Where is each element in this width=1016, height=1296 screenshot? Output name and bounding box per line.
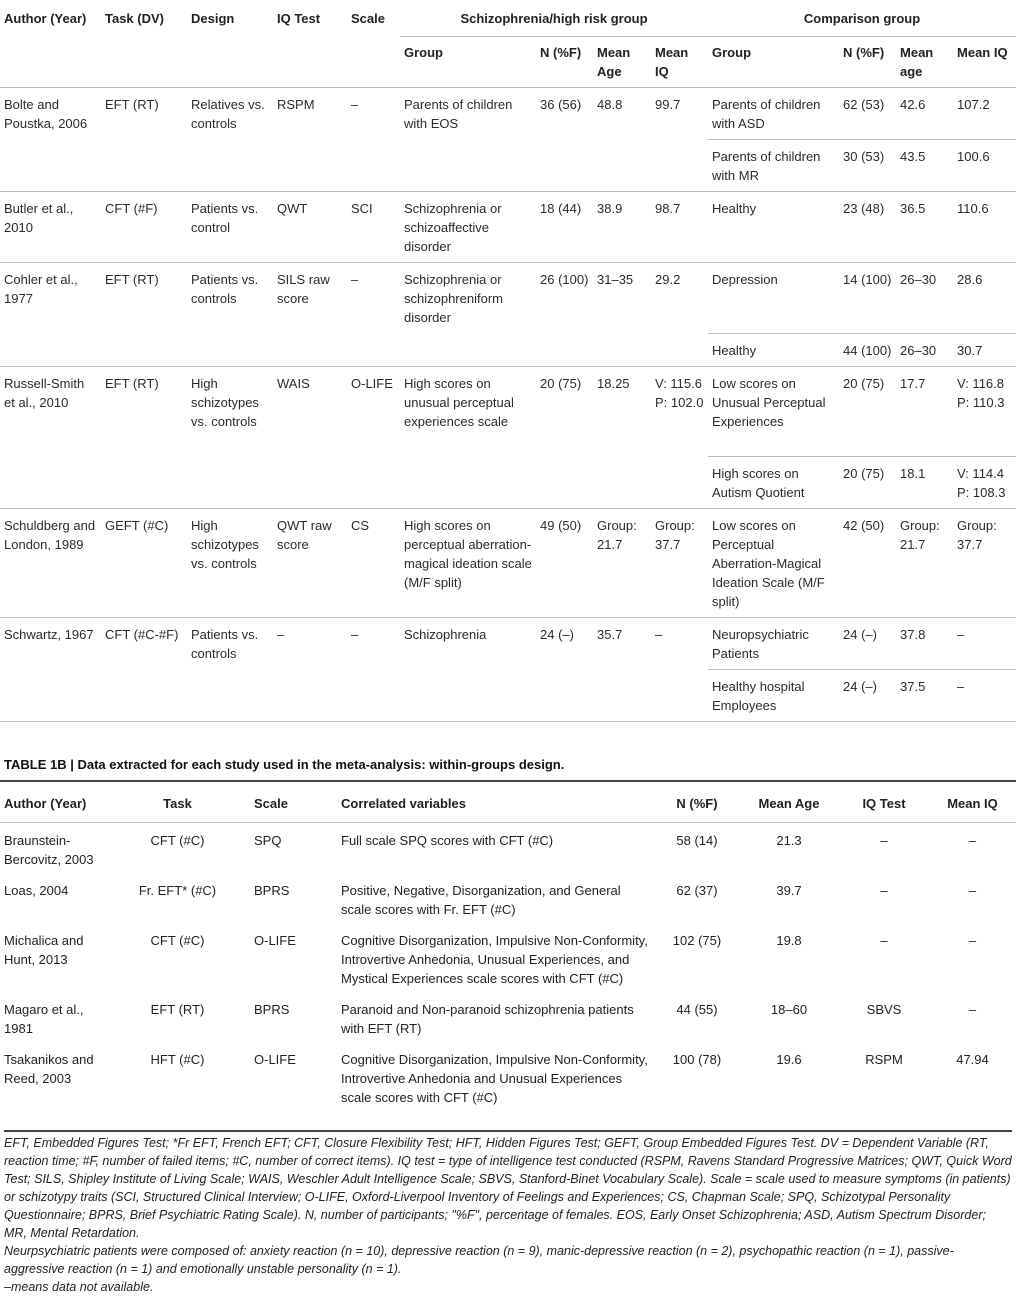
cell-n-f: 44 (55) bbox=[676, 1002, 718, 1017]
cell-scale: – bbox=[347, 263, 400, 367]
cell-comparison-mean-age: 37.8 bbox=[896, 618, 953, 670]
cell-mean-age: 21.3 bbox=[776, 833, 802, 848]
cell-comparison-mean-iq: 30.7 bbox=[953, 334, 1016, 367]
cell-comparison-mean-age: 26–30 bbox=[896, 334, 953, 367]
cell-comparison-group: Neuropsychiatric Patients bbox=[708, 618, 839, 670]
cell-author: Schuldberg and London, 1989 bbox=[4, 518, 96, 552]
cell-scale: BPRS bbox=[254, 1002, 290, 1017]
cell-n-f: 100 (78) bbox=[672, 1052, 722, 1067]
cell-iq-test: RSPM bbox=[865, 1052, 903, 1067]
cell-author: Magaro et al., 1981 bbox=[4, 1002, 84, 1036]
header-scale: Scale bbox=[254, 796, 288, 811]
cell-comparison-mean-iq: – bbox=[953, 618, 1016, 670]
cell-mean-age: Group: 21.7 bbox=[597, 518, 637, 552]
cell-scale: O-LIFE bbox=[254, 933, 296, 948]
header-group: Group bbox=[404, 45, 443, 60]
header-author: Author (Year) bbox=[4, 796, 87, 811]
cell-correlated-variables: Cognitive Disorganization, Impulsive Non-Conformity, Introvertive Anhedonia and Unusual Experiences scale scores with CFT (#C) bbox=[341, 1052, 648, 1105]
cell-correlated-variables: Full scale SPQ scores with CFT (#C) bbox=[341, 833, 554, 848]
cell-comparison-group: Healthy hospital Employees bbox=[708, 670, 839, 722]
cell-mean-iq: Group: 37.7 bbox=[655, 518, 695, 552]
cell-comparison-n-f: 20 (75) bbox=[839, 367, 896, 457]
cell-comparison-group: Healthy bbox=[712, 201, 757, 216]
cell-iq-test: – bbox=[273, 618, 347, 722]
cell-design: High schizotypes vs. controls bbox=[191, 518, 259, 571]
cell-comparison-n-f: 42 (50) bbox=[843, 518, 885, 533]
cell-group: Schizophrenia or schizophreniform disorder bbox=[400, 263, 536, 367]
cell-mean-iq: – bbox=[651, 618, 708, 722]
cell-comparison-group: Parents of children with MR bbox=[708, 140, 839, 192]
cell-comparison-group: Healthy bbox=[708, 334, 839, 367]
cell-n-f: 20 (75) bbox=[536, 367, 593, 509]
cell-mean-age: 31–35 bbox=[593, 263, 651, 367]
cell-comparison-mean-age: 18.1 bbox=[896, 457, 953, 509]
cell-comparison-group: Low scores on Perceptual Aberration-Magical Ideation Scale (M/F split) bbox=[712, 518, 825, 609]
cell-mean-iq: – bbox=[968, 1002, 977, 1017]
cell-mean-age: 35.7 bbox=[593, 618, 651, 722]
header-mean-iq-comparison: Mean IQ bbox=[957, 45, 1008, 60]
cell-comparison-mean-iq: V: 114.4 P: 108.3 bbox=[953, 457, 1016, 509]
cell-n-f: 62 (37) bbox=[676, 883, 718, 898]
header-scale: Scale bbox=[347, 0, 400, 88]
table-footnotes bbox=[4, 1130, 1012, 1296]
cell-n-f: 49 (50) bbox=[540, 518, 582, 533]
header-iq-test: IQ Test bbox=[862, 796, 906, 811]
cell-comparison-n-f: 24 (–) bbox=[839, 670, 896, 722]
cell-design: High schizotypes vs. controls bbox=[187, 367, 273, 509]
cell-comparison-n-f: 30 (53) bbox=[839, 140, 896, 192]
header-n-f: N (%F) bbox=[676, 796, 718, 811]
cell-mean-iq: 47.94 bbox=[956, 1052, 989, 1067]
cell-comparison-mean-age: 17.7 bbox=[896, 367, 953, 457]
cell-iq-test: RSPM bbox=[273, 88, 347, 192]
cell-scale: CS bbox=[351, 518, 370, 533]
header-author: Author (Year) bbox=[0, 0, 101, 88]
cell-scale: BPRS bbox=[254, 883, 290, 898]
table-row bbox=[0, 992, 1016, 1042]
cell-mean-age: 19.8 bbox=[776, 933, 802, 948]
cell-group: Schizophrenia bbox=[400, 618, 536, 722]
table-row bbox=[0, 873, 1016, 923]
cell-mean-age: 18.25 bbox=[593, 367, 651, 509]
cell-design: Patients vs. controls bbox=[187, 618, 273, 722]
cell-comparison-n-f: 23 (48) bbox=[843, 201, 885, 216]
cell-author: Schwartz, 1967 bbox=[0, 618, 101, 722]
cell-mean-iq: 99.7 bbox=[651, 88, 708, 192]
footnote-abbreviations: EFT, Embedded Figures Test; *Fr EFT, French EFT; CFT, Closure Flexibility Test; HFT, Hidden Figures Test; GEFT, Group Embedded Figures Test. DV = Dependent Variable (RT, reaction time; #F, number of failed items; #C, number of correct items). IQ test = type of intelligence test conducted (RSPM, Ravens Standard Progressive Matrices; QWT, Quick Word Test; SILS, Shipley Institute of Living Scale; WAIS, Weschler Adult Intelligence Scale; SBVS, Stanford-Binet Vocabulary Scale). Scale = scale used to measure symptoms (in patients) or schizotypy traits (SCI, Structured Clinical Interview; O-LIFE, Oxford-Liverpool Inventory of Feelings and Experiences; CS, Chapman Scale; SPQ, Schizotypal Personality Questionnaire; BPRS, Brief Psychiatric Rating Scale). N, number of participants; "%F", percentage of females. EOS, Early Onset Schizophrenia; ASD, Autism Spectrum Disorder; MR, Mental Retardation. bbox=[4, 1136, 1012, 1240]
cell-iq-test: WAIS bbox=[273, 367, 347, 509]
cell-group: Parents of children with EOS bbox=[400, 88, 536, 192]
cell-comparison-n-f: 24 (–) bbox=[839, 618, 896, 670]
header-iq-test: IQ Test bbox=[273, 0, 347, 88]
cell-comparison-mean-age: Group: 21.7 bbox=[900, 518, 940, 552]
table-row bbox=[0, 823, 1016, 874]
cell-comparison-mean-iq: 100.6 bbox=[953, 140, 1016, 192]
cell-mean-age: 19.6 bbox=[776, 1052, 802, 1067]
cell-author: Butler et al., 2010 bbox=[4, 201, 74, 235]
cell-comparison-n-f: 62 (53) bbox=[839, 88, 896, 140]
cell-author: Braunstein-Bercovitz, 2003 bbox=[4, 833, 94, 867]
cell-correlated-variables: Paranoid and Non-paranoid schizophrenia patients with EFT (RT) bbox=[341, 1002, 634, 1036]
cell-group: High scores on perceptual aberration-magical ideation scale (M/F split) bbox=[404, 518, 532, 590]
cell-design: Patients vs. control bbox=[191, 201, 259, 235]
cell-mean-age: 39.7 bbox=[776, 883, 802, 898]
header-mean-iq: Mean IQ bbox=[947, 796, 998, 811]
cell-task: CFT (#C) bbox=[150, 833, 205, 848]
header-n-f: N (%F) bbox=[540, 45, 582, 60]
header-task: Task (DV) bbox=[101, 0, 187, 88]
cell-task: Fr. EFT* (#C) bbox=[138, 883, 217, 898]
cell-design: Relatives vs. controls bbox=[187, 88, 273, 192]
header-correlated-variables: Correlated variables bbox=[341, 796, 467, 811]
cell-scale: O-LIFE bbox=[254, 1052, 296, 1067]
header-n-f-comparison: N (%F) bbox=[843, 45, 885, 60]
cell-author: Loas, 2004 bbox=[4, 883, 69, 898]
cell-n-f: 58 (14) bbox=[676, 833, 718, 848]
cell-comparison-mean-iq: 110.6 bbox=[957, 201, 989, 216]
cell-comparison-mean-iq: 28.6 bbox=[953, 263, 1016, 334]
cell-author: Russell-Smith et al., 2010 bbox=[0, 367, 101, 509]
table-row bbox=[0, 88, 1016, 140]
cell-mean-iq: 29.2 bbox=[651, 263, 708, 367]
cell-task: CFT (#C-#F) bbox=[101, 618, 187, 722]
cell-comparison-mean-iq: – bbox=[953, 670, 1016, 722]
cell-iq-test: SILS raw score bbox=[273, 263, 347, 367]
cell-iq-test: SBVS bbox=[866, 1002, 902, 1017]
cell-comparison-group: High scores on Autism Quotient bbox=[708, 457, 839, 509]
cell-design: Patients vs. controls bbox=[187, 263, 273, 367]
cell-comparison-n-f: 44 (100) bbox=[839, 334, 896, 367]
table-1b bbox=[0, 780, 1016, 1115]
table-row bbox=[0, 367, 1016, 457]
cell-scale: SPQ bbox=[254, 833, 282, 848]
header-design: Design bbox=[187, 0, 273, 88]
cell-group: High scores on unusual perceptual experiences scale bbox=[400, 367, 536, 509]
cell-iq-test: QWT raw score bbox=[277, 518, 332, 552]
cell-correlated-variables: Cognitive Disorganization, Impulsive Non-Conformity, Introvertive Anhedonia, Unusual Experiences, and Mystical Experiences scale scores with CFT (#C) bbox=[341, 933, 648, 986]
cell-author: Michalica and Hunt, 2013 bbox=[4, 933, 84, 967]
table-row bbox=[0, 263, 1016, 334]
cell-group: Schizophrenia or schizoaffective disorder bbox=[404, 201, 502, 254]
cell-n-f: 26 (100) bbox=[536, 263, 593, 367]
table-row bbox=[0, 509, 1016, 618]
header-mean-age: Mean Age bbox=[597, 45, 631, 79]
cell-n-f: 18 (44) bbox=[540, 201, 582, 216]
cell-task: CFT (#C) bbox=[150, 933, 205, 948]
cell-n-f: 102 (75) bbox=[672, 933, 722, 948]
cell-task: EFT (RT) bbox=[101, 263, 187, 367]
cell-scale: SCI bbox=[351, 201, 373, 216]
cell-author: Tsakanikos and Reed, 2003 bbox=[4, 1052, 94, 1086]
header-mean-age: Mean Age bbox=[758, 796, 820, 811]
cell-iq-test: – bbox=[880, 883, 888, 898]
header-schizophrenia-group: Schizophrenia/high risk group bbox=[400, 0, 708, 37]
footnote-neuropsychiatric: Neurpsychiatric patients were composed of: anxiety reaction (n = 10), depressive reaction (n = 9), manic-depressive reaction (n = 2), psychopathic reaction (n = 1), passive-aggressive reaction (n = 1) and emotionally unstable personality (n = 1). bbox=[4, 1244, 954, 1276]
cell-scale: – bbox=[347, 618, 400, 722]
cell-iq-test: – bbox=[880, 933, 888, 948]
cell-comparison-mean-iq: V: 116.8 P: 110.3 bbox=[953, 367, 1016, 457]
cell-scale: O-LIFE bbox=[347, 367, 400, 509]
header-task: Task bbox=[163, 796, 192, 811]
cell-task: EFT (RT) bbox=[101, 88, 187, 192]
cell-comparison-mean-age: 26–30 bbox=[896, 263, 953, 334]
cell-mean-iq: V: 115.6 P: 102.0 bbox=[651, 367, 708, 509]
cell-mean-iq: 98.7 bbox=[655, 201, 681, 216]
cell-iq-test: – bbox=[880, 833, 888, 848]
cell-task: HFT (#C) bbox=[150, 1052, 205, 1067]
cell-comparison-mean-age: 43.5 bbox=[896, 140, 953, 192]
cell-comparison-mean-age: 37.5 bbox=[896, 670, 953, 722]
cell-n-f: 36 (56) bbox=[536, 88, 593, 192]
cell-comparison-mean-age: 42.6 bbox=[896, 88, 953, 140]
cell-comparison-n-f: 14 (100) bbox=[839, 263, 896, 334]
cell-mean-age: 48.8 bbox=[593, 88, 651, 192]
cell-task: GEFT (#C) bbox=[105, 518, 169, 533]
cell-comparison-group: Low scores on Unusual Perceptual Experiences bbox=[708, 367, 839, 457]
footnote-missing-data: –means data not available. bbox=[4, 1280, 154, 1294]
cell-mean-age: 18–60 bbox=[770, 1002, 808, 1017]
cell-comparison-group: Depression bbox=[708, 263, 839, 334]
cell-comparison-mean-iq: 107.2 bbox=[953, 88, 1016, 140]
cell-task: CFT (#F) bbox=[105, 201, 158, 216]
cell-author: Cohler et al., 1977 bbox=[0, 263, 101, 367]
header-comparison-group: Comparison group bbox=[708, 0, 1016, 37]
table-row bbox=[0, 923, 1016, 992]
cell-mean-iq: – bbox=[968, 883, 977, 898]
cell-comparison-mean-iq: Group: 37.7 bbox=[957, 518, 997, 552]
header-mean-age-comparison: Mean age bbox=[900, 45, 934, 79]
cell-comparison-n-f: 20 (75) bbox=[839, 457, 896, 509]
table-row bbox=[0, 618, 1016, 670]
cell-task: EFT (RT) bbox=[101, 367, 187, 509]
cell-task: EFT (RT) bbox=[150, 1002, 205, 1017]
table-1b-caption: TABLE 1B | Data extracted for each study used in the meta-analysis: within-groups design. bbox=[4, 757, 565, 772]
cell-author: Bolte and Poustka, 2006 bbox=[0, 88, 101, 192]
header-group-comparison: Group bbox=[712, 45, 752, 60]
cell-comparison-group: Parents of children with ASD bbox=[708, 88, 839, 140]
table-row bbox=[0, 1042, 1016, 1115]
cell-scale: – bbox=[347, 88, 400, 192]
cell-comparison-mean-age: 36.5 bbox=[900, 201, 926, 216]
header-mean-iq: Mean IQ bbox=[655, 45, 689, 79]
cell-mean-age: 38.9 bbox=[597, 201, 623, 216]
cell-correlated-variables: Positive, Negative, Disorganization, and General scale scores with Fr. EFT (#C) bbox=[341, 883, 621, 917]
table-row bbox=[0, 192, 1016, 263]
cell-n-f: 24 (–) bbox=[536, 618, 593, 722]
cell-mean-iq: – bbox=[968, 933, 977, 948]
cell-iq-test: QWT bbox=[277, 201, 308, 216]
cell-mean-iq: – bbox=[968, 833, 977, 848]
